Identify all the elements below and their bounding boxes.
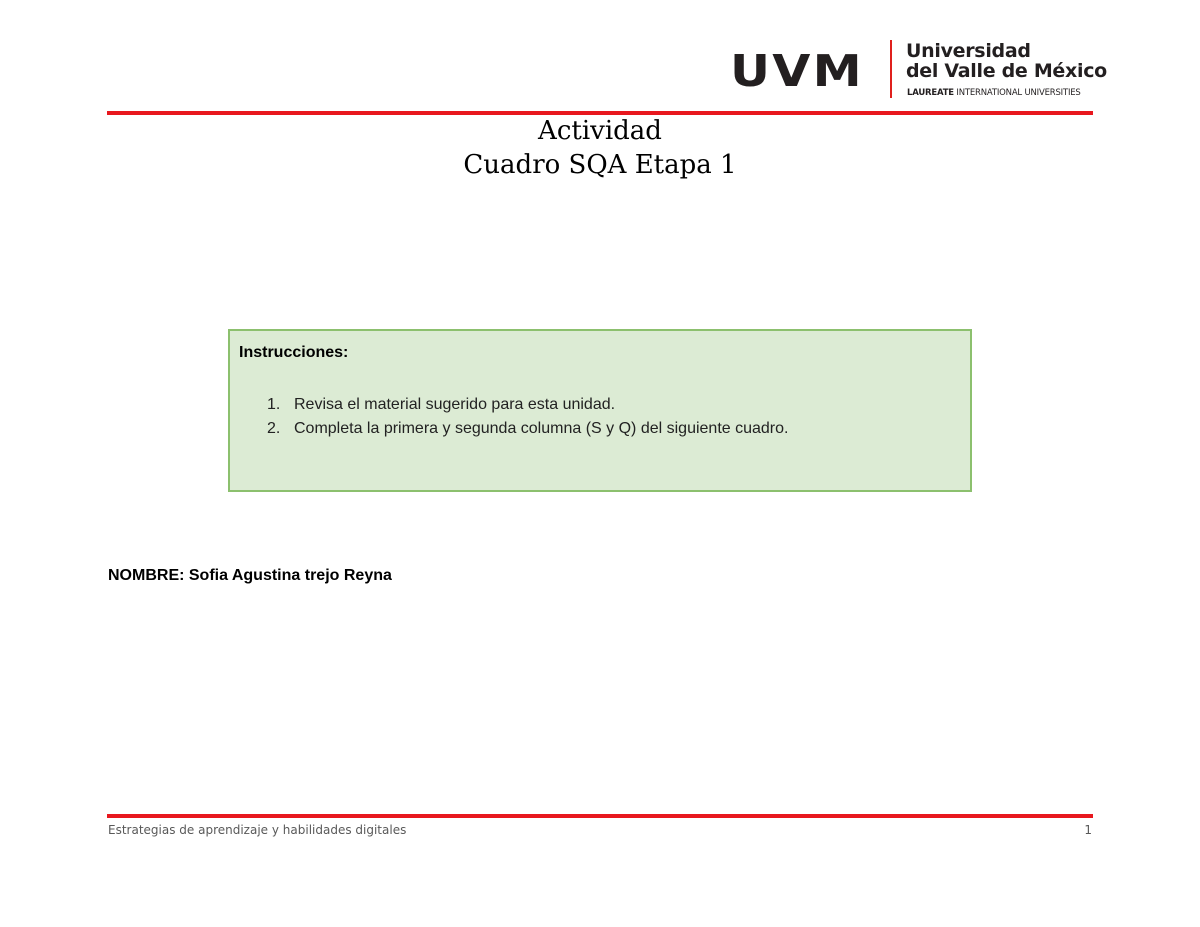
instruction-number: 2. — [267, 420, 281, 437]
instructions-list — [239, 393, 788, 441]
uvm-logo — [730, 38, 1107, 100]
document-subtitle: Cuadro SQA Etapa 1 — [463, 150, 737, 180]
instruction-text: Completa la primera y segunda columna (S y Q) del siguiente cuadro. — [294, 420, 789, 437]
instruction-text: Revisa el material sugerido para esta unidad. — [294, 396, 616, 413]
instructions-heading: Instrucciones: — [239, 344, 349, 361]
footer-course-name: Estrategias de aprendizaje y habilidades digitales — [108, 823, 407, 837]
page-number: 1 — [1084, 823, 1092, 837]
logo-divider — [890, 40, 892, 98]
logo-network-bold: LAUREATE — [907, 88, 954, 98]
student-name: NOMBRE: Sofia Agustina trejo Reyna — [108, 567, 392, 584]
logo-network-line — [907, 88, 1081, 98]
instruction-item — [239, 393, 788, 417]
instruction-number: 1. — [267, 396, 281, 413]
instructions-box — [228, 329, 972, 492]
logo-university-line2: del Valle de México — [906, 60, 1107, 82]
instruction-item — [239, 417, 788, 441]
logo-university-line1: Universidad — [906, 40, 1031, 62]
document-title: Actividad — [538, 116, 662, 146]
logo-mark: UVM — [730, 46, 864, 97]
logo-network-rest: INTERNATIONAL UNIVERSITIES — [953, 88, 1081, 98]
footer-rule — [107, 814, 1093, 818]
